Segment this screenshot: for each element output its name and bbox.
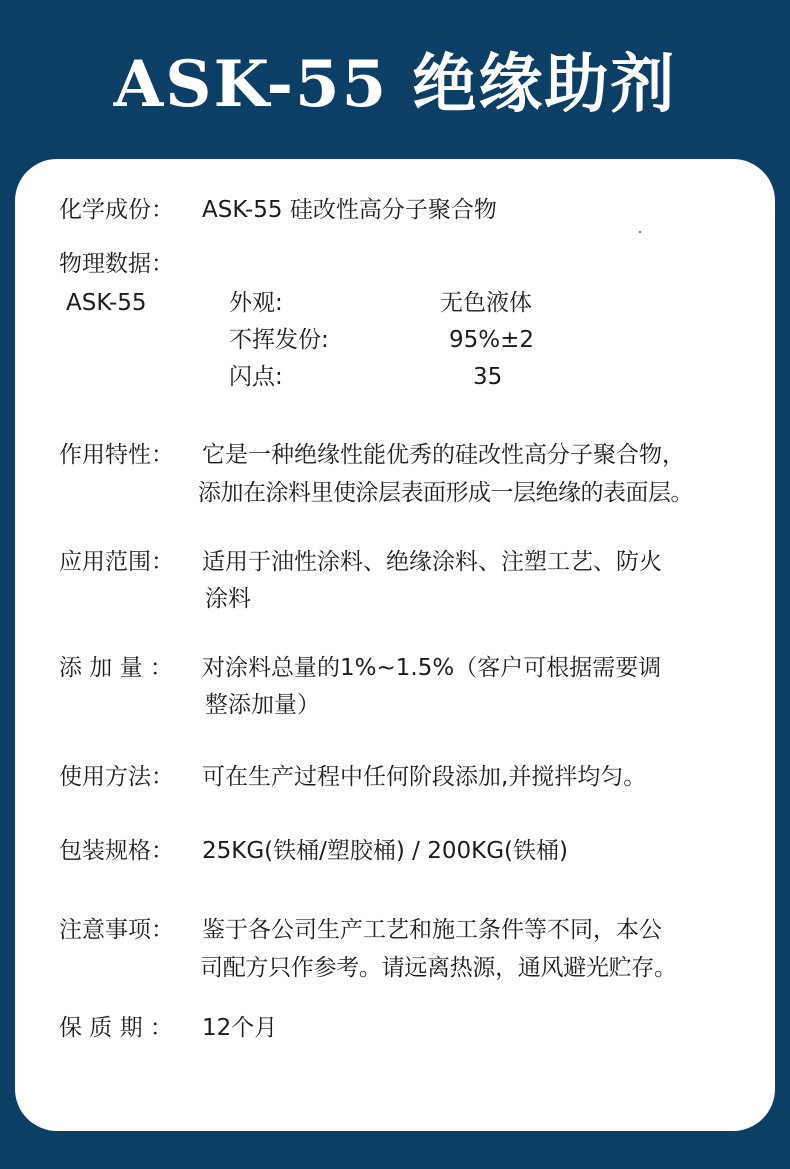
shelf-life-value: 12个月 bbox=[202, 1015, 278, 1041]
features-line: 它是一种绝缘性能优秀的硅改性高分子聚合物， bbox=[202, 442, 685, 468]
physical-row-name: 外观: bbox=[229, 290, 283, 316]
packaging-label: 包装规格： bbox=[59, 838, 174, 864]
physical-row-value: 无色液体 bbox=[440, 290, 532, 316]
page-title: ASK-55 绝缘助剂 bbox=[113, 47, 677, 122]
dosage-line: 对涂料总量的1%~1.5%（客户可根据需要调 bbox=[202, 655, 662, 681]
features-line: 添加在涂料里使涂层表面形成一层绝缘的表面层。 bbox=[198, 480, 693, 506]
features-label: 作用特性： bbox=[59, 442, 174, 468]
physical-row-name: 闪点: bbox=[229, 364, 283, 390]
physical-product: ASK-55 bbox=[66, 290, 147, 316]
application-line: 适用于油性涂料、绝缘涂料、注塑工艺、防火 bbox=[202, 549, 662, 575]
dosage-label: 添 加 量 ： bbox=[59, 655, 173, 681]
notes-label: 注意事项： bbox=[59, 917, 174, 943]
stray-dot bbox=[639, 231, 641, 233]
shelf-life-label: 保 质 期 ： bbox=[59, 1015, 173, 1041]
notes-line: 鉴于各公司生产工艺和施工条件等不同，本公 bbox=[202, 917, 662, 943]
packaging-value: 25KG(铁桶/塑胶桶) / 200KG(铁桶) bbox=[202, 838, 568, 864]
composition-value: ASK-55 硅改性高分子聚合物 bbox=[202, 197, 497, 223]
composition-label: 化学成份： bbox=[59, 197, 174, 223]
dosage-line: 整添加量） bbox=[205, 692, 320, 718]
usage-label: 使用方法： bbox=[59, 764, 174, 790]
usage-value: 可在生产过程中任何阶段添加,并搅拌均匀。 bbox=[202, 764, 647, 790]
physical-label: 物理数据： bbox=[59, 251, 174, 277]
physical-row-value: 95%±2 bbox=[449, 327, 535, 353]
notes-line: 司配方只作参考。请远离热源，通风避光贮存。 bbox=[200, 955, 677, 981]
physical-row-value: 35 bbox=[473, 364, 503, 390]
application-label: 应用范围： bbox=[59, 549, 174, 575]
application-line: 涂料 bbox=[205, 586, 251, 612]
spec-card bbox=[15, 159, 775, 1131]
physical-row-name: 不挥发份: bbox=[229, 327, 329, 353]
